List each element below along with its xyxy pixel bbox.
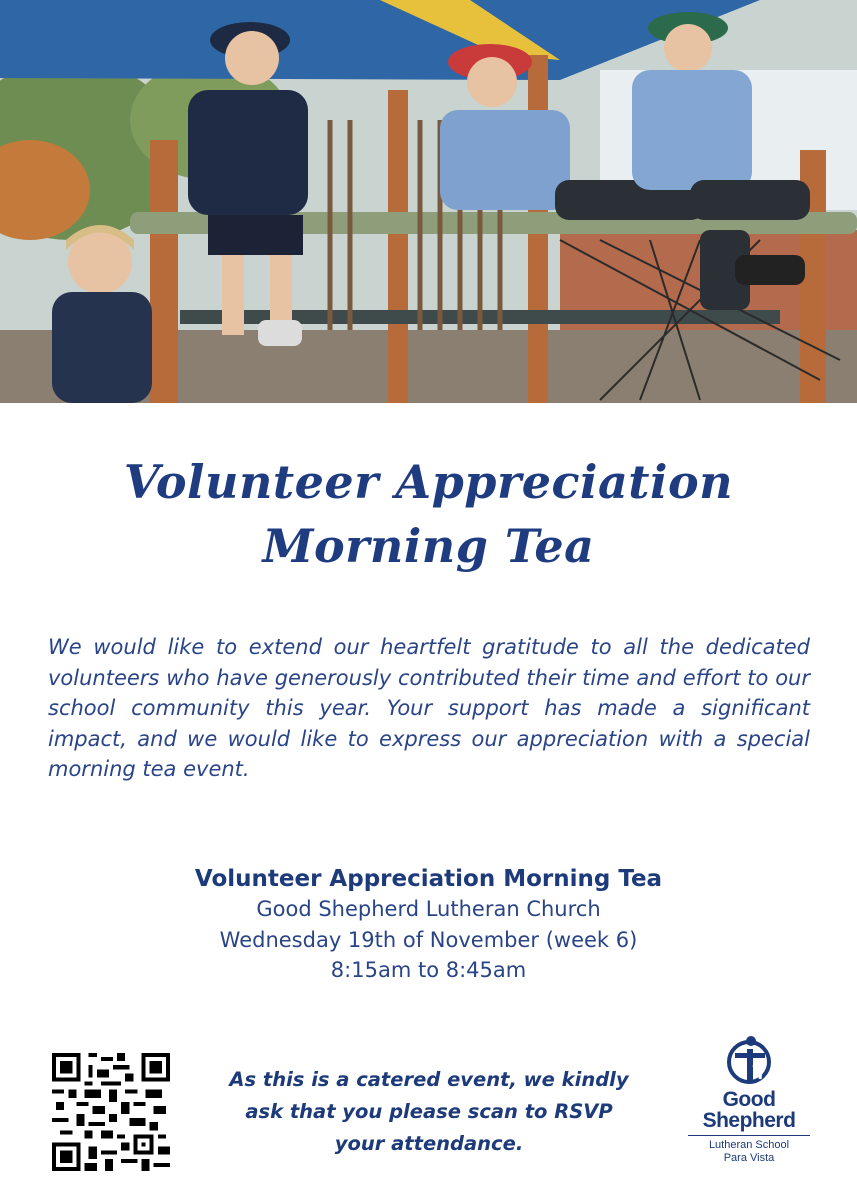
title-line-2: Morning Tea bbox=[262, 519, 595, 573]
rsvp-line-2: ask that you please scan to RSVP bbox=[245, 1100, 613, 1123]
logo-name-line-2: Shepherd bbox=[702, 1109, 796, 1132]
logo-name-line-1: Good bbox=[722, 1088, 776, 1111]
rsvp-line-1: As this is a catered event, we kindly bbox=[229, 1068, 629, 1091]
rsvp-message bbox=[196, 1064, 662, 1160]
logo-sub-line-2: Para Vista bbox=[723, 1152, 775, 1164]
poster-title bbox=[0, 450, 857, 578]
good-shepherd-logo-icon bbox=[724, 1035, 774, 1085]
event-name: Volunteer Appreciation Morning Tea bbox=[194, 866, 663, 892]
event-date: Wednesday 19th of November (week 6) bbox=[219, 927, 638, 952]
event-details bbox=[0, 864, 857, 986]
qr-code-icon[interactable] bbox=[52, 1053, 170, 1171]
logo-sub-line-1: Lutheran School bbox=[708, 1139, 790, 1151]
hero-photo bbox=[0, 0, 857, 403]
playground-illustration bbox=[0, 0, 857, 403]
intro-paragraph: We would like to extend our heartfelt gratitude to all the dedicated volunteers who have generously contributed their time and effort to our school community this year. Your support has made a significant impact, and we would like to express our appreciation with a special morning tea event. bbox=[48, 635, 810, 781]
logo-divider bbox=[688, 1135, 810, 1136]
title-line-1: Volunteer Appreciation bbox=[123, 455, 734, 509]
event-time: 8:15am to 8:45am bbox=[330, 958, 527, 982]
school-logo bbox=[684, 1035, 814, 1175]
event-venue: Good Shepherd Lutheran Church bbox=[256, 897, 601, 921]
rsvp-line-3: your attendance. bbox=[334, 1132, 524, 1155]
